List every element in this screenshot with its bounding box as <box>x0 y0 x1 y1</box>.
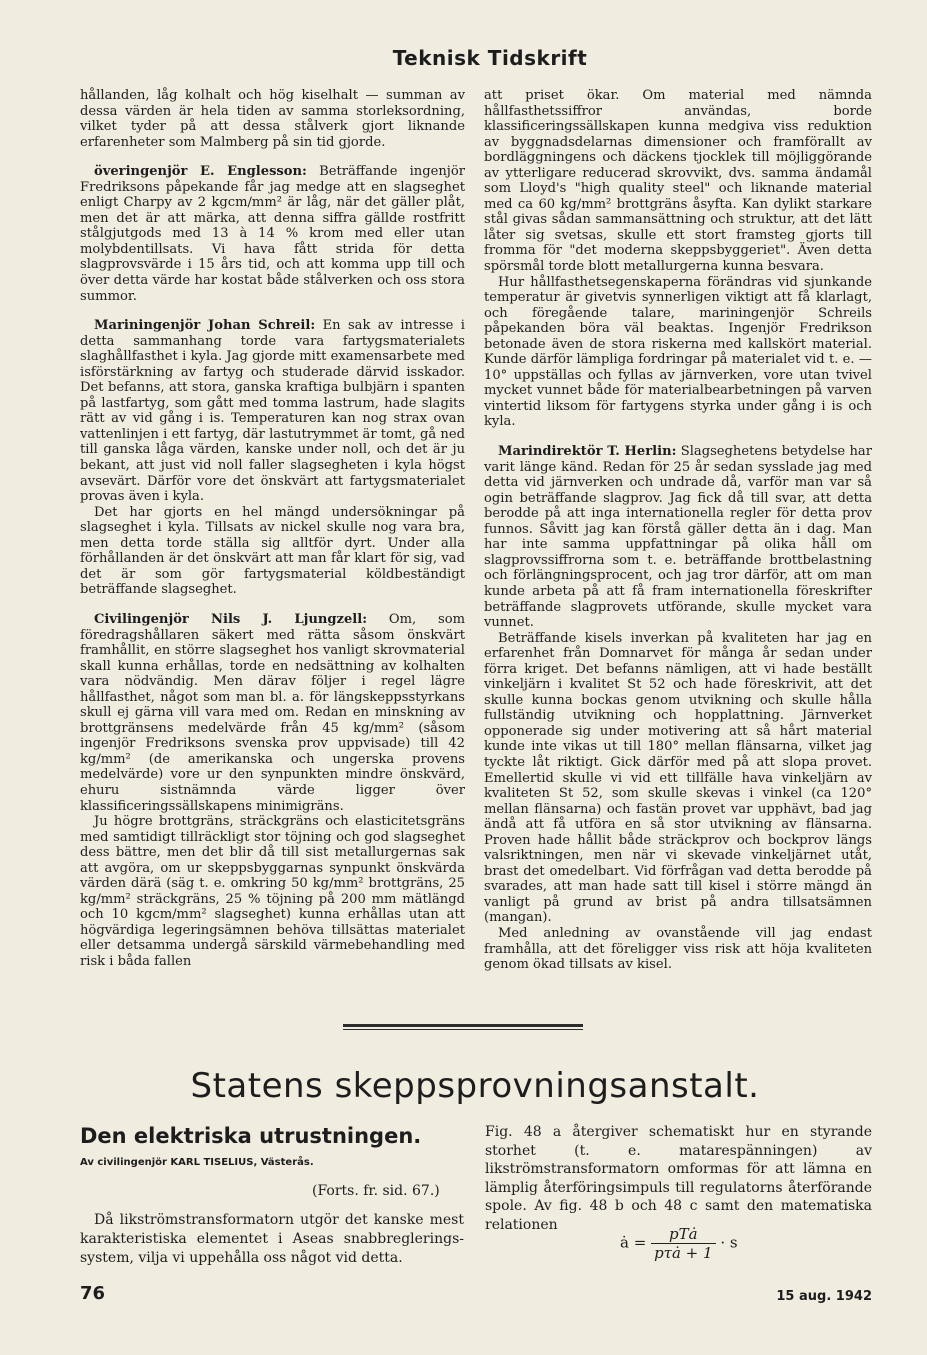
continued-note: (Forts. fr. sid. 67.) <box>312 1183 440 1199</box>
paragraph-text: Beträffande ingenjör Fredriksons påpekande får jag medge att en slagseghet enligt Charpy av 2 kgcm/mm² är låg, när det gäller plåt, men det är att märka, att denna siffra gällde rostfritt stålgjutgods med 13 à 14 % krom med eller utan molybdentillsats. Vi hava fått strida för detta slagprovsvärde i 15 års tid, och att komma upp till och över detta värde har kostat både stålverken och oss stora summor. <box>80 164 465 304</box>
article-right-text: Fig. 48 a återgiver schematiskt hur en styrande storhet (t. e. matarespänningen) av likströmstransformatorn omformas för att lämna en lämplig återföringsimpuls till regulatorns återförande spole. Av fig. 48 b och 48 c samt den matematiska relationen <box>485 1124 872 1233</box>
paragraph: Det har gjorts en hel mängd undersökningar på slagseghet i kyla. Tillsats av nickel skulle nog vara bra, men detta torde ställa sig alltför dyrt. Under alla förhållanden är det önskvärt att man får klart för sig, vad det är som gör fartygsmaterial köldbeständigt beträffande slagseghet. <box>80 504 465 598</box>
paragraph <box>484 444 872 631</box>
article-byline: Av civilingenjör KARL TISELIUS, Västerås. <box>80 1157 314 1168</box>
page-number: 76 <box>80 1283 106 1304</box>
issue-date: 15 aug. 1942 <box>776 1289 872 1304</box>
paragraph: Hur hållfasthetsegenskaperna förändras vid sjunkande temperatur är givetvis synnerligen viktigt att få klarlagt, och föregående talare, mariningenjör Schreils påpekanden böra väl beaktas. Ingenjör Fredrikson betonade även de stora riskerna med kallskört material. Kunde därför lämpliga fordringar på materialet vid t. e. —10° uppställas och fyllas av järnverken, vore utan tvivel mycket vunnet både för materialbearbetningen på varven vintertid liksom för fartygens styrka under gång i is och kyla. <box>484 274 872 430</box>
speaker-name: överingenjör E. Englesson: <box>94 164 307 180</box>
paragraph <box>80 612 465 814</box>
paragraph <box>80 164 465 304</box>
section-divider <box>343 1024 583 1027</box>
speaker-name: Civilingenjör Nils J. Ljungzell: <box>94 611 368 627</box>
formula-lhs: ȧ = <box>620 1233 647 1252</box>
math-formula <box>620 1225 738 1262</box>
article-intro: Då likströmstransformatorn utgör det kanske mest karakteristiska elementet i Aseas snabbreglerings-system, vilja vi uppehålla oss något vid detta. <box>80 1212 464 1266</box>
paragraph-text: Om, som föredragshållaren säkert med rätta såsom önskvärt framhållit, en större slagseghet hos vanligt skrovmaterial skall kunna erhållas, torde en nedsättning av kolhalten vara nödvändig. Men därav följer i regel lägre hållfasthet, något som man bl. a. för längskeppsstyrkans skull ej gärna vill vara med om. Redan en minskning av brottgränsens medelvärde från 45 kg/mm² (såsom ingenjör Fredriksons svenska prov uppvisade) till 42 kg/mm² (de amerikanska och ungerska provens medelvärde) vore ur den synpunkten mindre önskvärd, ehuru sistnämnda värde ligger över klassificeringssällskapens minimigräns. <box>80 611 465 814</box>
formula-numerator: pTȧ <box>651 1225 716 1244</box>
paragraph: Beträffande kisels inverkan på kvaliteten har jag en erfarenhet från Domnarvet för många år sedan under förra kriget. Det befanns nämligen, att vi hade beställt vinkeljärn i kvalitet St 52 och hade föreskrivit, att det skulle kunna bockas genom utvikning och skulle hålla fullständig utvikning och hopplattning. Järnverket opponerade sig under motivering att så hårt material kunde inte vikas ut till 180° mellan flänsarna, vilket jag tyckte låt riktigt. Gick därför med på att slopa provet. Emellertid skulle vi vid ett tillfälle hava vinkeljärn av kvaliteten St 52, som skulle skevas i vinkel (ca 120° mellan flänsarna) och fastän provet var upphävt, bad jag ändå att få utföra en så stor utvikning av flänsarna. Proven hade hållit både sträckprov och bockprov längs valsriktningen, men när vi skevade vinkeljärnet utåt, brast det omedelbart. Vid förfrågan vad detta berodde på svarades, att man hade satt till kisel i större mängd än vanligt på grund av brist på andra tillsatsämnen (mangan). <box>484 630 872 926</box>
formula-denominator: pτȧ + 1 <box>654 1244 713 1262</box>
article-subtitle: Den elektriska utrustningen. <box>80 1124 422 1148</box>
article-title: Statens skeppsprovningsanstalt. <box>190 1066 760 1106</box>
formula-rhs: · s <box>720 1233 738 1252</box>
paragraph-text: Slagseghetens betydelse har varit länge känd. Redan för 25 år sedan syssladе jag med detta vid järnverken och undrade då, varför man var så ogin beträffande slagprov. Jag fick då till svar, att detta berodde på att inga internationella regler för detta prov funnos. Såvitt jag kan förstå gäller detta än i dag. Man har inte samma uppfattningar på olika håll om slagprovssiffrorna som t. e. beträffande brottbelastning och förlängningsprocent, och jag tror därför, att om man kunde arbeta på att få fram internationella föreskrifter beträffande slagprovets utförande, skulle mycket vara vunnet. <box>484 444 872 631</box>
left-column <box>80 88 465 970</box>
right-column <box>484 88 872 973</box>
paragraph-text: En sak av intresse i detta sammanhang torde vara fartygsmaterialets slaghållfasthet i kyla. Jag gjorde mitt examensarbete med isförstärkning av fartyg och studerade därvid isskador. Det befanns, att stora, ganska kraftiga bulbjärn i spanten på lastfartyg, som gått med tomma lastrum, hade slagits rätt av vid gång i is. Temperaturen kan nog strax ovan vattenlinjen i ett fartyg, där lastutrymmet är tomt, gå ned till ganska låga värden, kanske under noll, och det är ju bekant, att just vid noll faller slagsegheten i kyla högst avsevärt. Därför vore det önskvärt att fartygsmaterialet provas även i kyla. <box>80 318 465 505</box>
speaker-name: Marindirektör T. Herlin: <box>498 444 677 460</box>
speaker-name: Mariningenjör Johan Schreil: <box>94 318 316 334</box>
paragraph: att priset ökar. Om material med nämnda hållfasthetssiffror användas, borde klassificeringssällskapen kunna medgiva viss reduktion av byggnadsdelarnas dimensioner och framförallt av bordläggningens och däckens tjocklek till möjliggörande av ytterligare reducerad skrovvikt, dvs. samma ändamål som Lloyd's "high quality steel" och liknande material med ca 60 kg/mm² brottgräns åsyfta. Kan dylikt starkare stål givas sådan sammansättning och struktur, att det lätt låter sig svetsas, skulle ett stort framsteg gjorts till fromma för "det moderna skeppsbyggeriet". Även detta spörsmål torde blott metallurgerna kunna besvara. <box>484 88 872 275</box>
paragraph: hållanden, låg kolhalt och hög kiselhalt — summan av dessa värden är hela tiden av samma storleksordning, vilket tyder på att dessa stålverk gjort liknande erfarenheter som Malmberg på sin tid gjorde. <box>80 88 465 150</box>
formula-fraction <box>651 1225 716 1262</box>
paragraph: Ju högre brottgräns, sträckgräns och elasticitetsgräns med samtidigt tillräckligt stor töjning och god slagseghet dess bättre, men det blir då till sist metallurgernas sak att avgöra, om ur skeppsbyggarnas synpunkt önskvärda värden därä (säg t. e. omkring 50 kg/mm² brottgräns, 25 kg/mm² sträckgräns, 25 % töjning på 200 mm mätlängd och 10 kgcm/mm² slagseghet) kunna erhållas utan att högvärdiga legeringsämnen behöva tillsättas materialet eller detsamma undergå särskild värmebehandling med risk i båda fallen <box>80 814 465 969</box>
journal-header: Teknisk Tidskrift <box>392 46 588 70</box>
paragraph: Med anledning av ovanstående vill jag endast framhålla, att det föreligger viss risk att höja kvaliteten genom ökad tillsats av kisel. <box>484 925 872 973</box>
section-divider-thin <box>343 1029 583 1030</box>
paragraph <box>80 318 465 505</box>
